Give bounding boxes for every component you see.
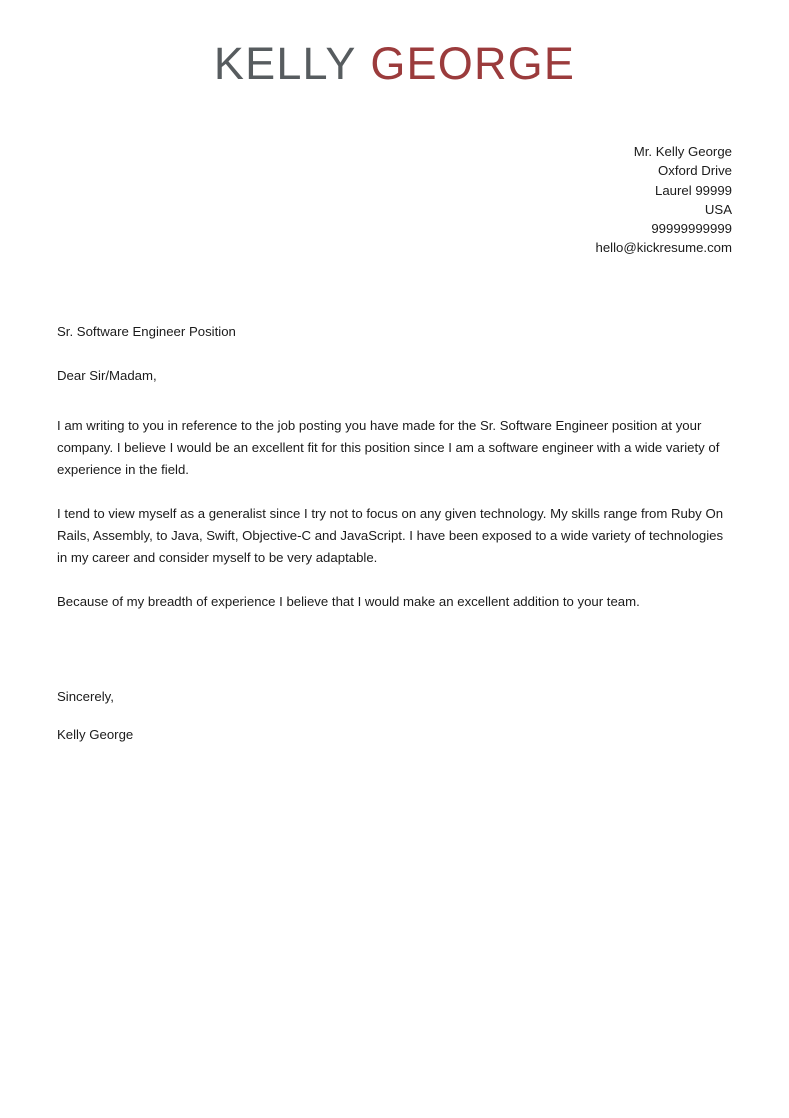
contact-email: hello@kickresume.com — [595, 240, 732, 256]
contact-street: Oxford Drive — [657, 163, 732, 179]
letter-paragraph-3: Because of my breadth of experience I believe that I would make an excellent addition to your team. — [57, 594, 640, 609]
letter-closing: Sincerely, — [57, 689, 114, 704]
letter-paragraph-2: I tend to view myself as a generalist since I try not to focus on any given technology. My skills range from Ruby On Rails, Assembly, to Java, Swift, Objective-C and JavaScript. I have been exposed to a wide variety of technologies in my career and consider myself to be very adaptable. — [57, 506, 724, 565]
contact-city-zip: Laurel 99999 — [655, 182, 732, 198]
sender-contact-block — [57, 142, 732, 258]
page-title — [0, 36, 789, 92]
letter-body — [57, 321, 733, 746]
contact-country: USA — [704, 201, 732, 217]
last-name-text: GEORGE — [370, 38, 576, 89]
letterhead — [0, 36, 789, 92]
letter-salutation: Dear Sir/Madam, — [57, 368, 157, 383]
letter-subject: Sr. Software Engineer Position — [57, 324, 236, 339]
letter-signature: Kelly George — [57, 727, 134, 742]
letter-paragraph-1: I am writing to you in reference to the job posting you have made for the Sr. Software Engineer position at your company. I believe I would be an excellent fit for this position since I am a software engineer with a wide variety of experience in the field. — [57, 418, 720, 477]
contact-phone: 99999999999 — [651, 221, 732, 237]
contact-name: Mr. Kelly George — [633, 144, 732, 159]
first-name-text: KELLY — [213, 38, 371, 89]
